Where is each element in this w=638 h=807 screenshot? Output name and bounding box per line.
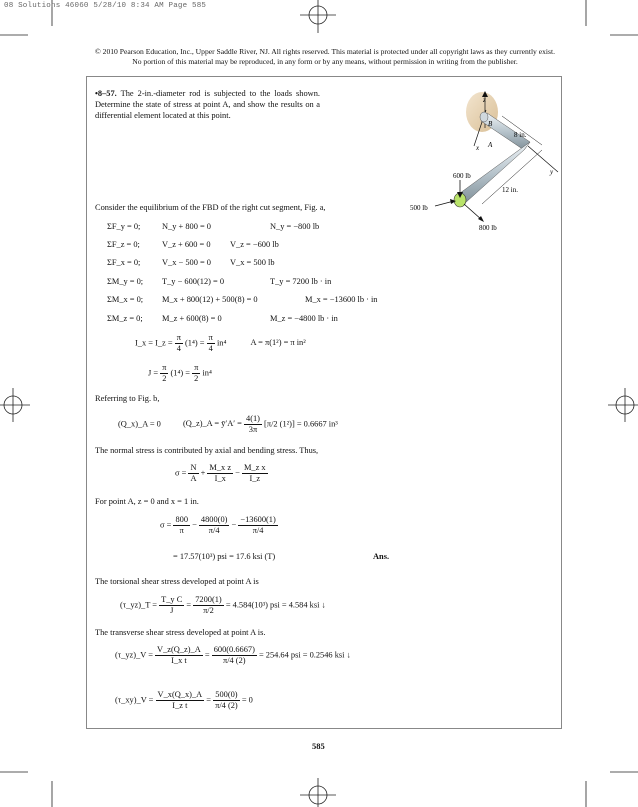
problem-statement: [95, 88, 320, 121]
load-800-arrow: [464, 204, 482, 220]
eq-result: M_z = −4800 lb · in: [270, 314, 338, 323]
area-equation: A = π(1²) = π in²: [250, 338, 306, 348]
eq-sum: ΣM_x = 0;: [107, 295, 144, 304]
sigma-substitution: σ = $\frac{800}{\pi}$ − $\frac{4800(0)}{\pi/4}$ − $\frac{-13600(1)}{\pi/4}$: [160, 515, 276, 535]
page-number: 585: [312, 741, 325, 751]
eq-sum: ΣF_y = 0;: [107, 222, 141, 231]
transverse-shear-xy: (τ_xy)_V = $\frac{V\_x(Q\_x)\_A}{\text{I\_z t}}$ = $\frac{500(0)}{\pi/4 (2)}$ = 0: [115, 690, 253, 710]
eq-expr: M_x + 800(12) + 500(8) = 0: [162, 295, 258, 304]
eq-result: T_y = 7200 lb · in: [270, 277, 332, 286]
inertia-equation: I_x = I_z = $\frac{\pi}{4}$ (1⁴) = $\frac{\pi}{4}$ in⁴ A = π(1²) = π in²: [135, 333, 306, 353]
refer-fig-b: Referring to Fig. b,: [95, 394, 160, 403]
transverse-shear-yz: (τ_yz)_V = $\frac{V\_z(Q\_z)\_A}{\text{I\_x t}}$ = $\frac{600(0.6667)}{\pi/4 (2)}$ = 254.64 psi = 0.2546 ksi ↓: [115, 645, 351, 665]
y-axis-line: [528, 146, 558, 172]
x-axis-label: x: [476, 144, 480, 152]
eq-expr: V_z + 600 = 0: [162, 240, 211, 249]
eq-result: N_y = −800 lb: [270, 222, 320, 231]
eq-sum: ΣF_z = 0;: [107, 240, 140, 249]
torsion-text: The torsional shear stress developed at point A is: [95, 577, 259, 586]
answer-label: Ans.: [373, 552, 390, 561]
sigma-formula: σ = $\frac{N}{A}$ + $\frac{\text{M\_x z}}{I\_x}$ − $\frac{\text{M\_z x}}{I\_z}$: [175, 463, 266, 483]
eq-expr: M_z + 600(8) = 0: [162, 314, 222, 323]
copyright-notice: © 2010 Pearson Education, Inc., Upper Saddle River, NJ. All rights reserved. This material is protected under all copyright laws as they currently exist. No portion of this material may be reproduced, in any form or by any means, without permission in writing from the publisher.: [95, 47, 555, 66]
eq-expr: V_x − 500 = 0: [162, 258, 211, 267]
transverse-text: The transverse shear stress developed at point A is.: [95, 628, 266, 637]
eq-sum: ΣM_y = 0;: [107, 277, 144, 286]
point-A-label: A: [488, 141, 493, 149]
z-axis-label: z: [483, 96, 486, 104]
eq-result: V_x = 500 lb: [230, 258, 275, 267]
load-800-label: 800 lb: [479, 224, 497, 232]
problem-number: •8–57.: [95, 89, 117, 98]
eq-sum: ΣM_z = 0;: [107, 314, 143, 323]
normal-stress-text: The normal stress is contributed by axial and bending stress. Thus,: [95, 446, 319, 455]
torsion-equation: (τ_yz)_T = $\frac{\text{T\_y C}}{J}$ = $\frac{7200(1)}{\pi/2}$ = 4.584(10³) psi = 4.584 ksi ↓: [120, 595, 326, 615]
polar-moment-equation: J = $\frac{\pi}{2}$ (1⁴) = $\frac{\pi}{2}$ in⁴: [148, 363, 212, 383]
point-a-text: For point A, z = 0 and x = 1 in.: [95, 497, 199, 506]
point-B-label: B: [488, 120, 493, 128]
eq-result: V_z = −600 lb: [230, 240, 279, 249]
eq-expr: N_y + 800 = 0: [162, 222, 211, 231]
load-600-label: 600 lb: [453, 172, 471, 180]
rod-figure: [410, 88, 560, 238]
eq-expr: T_y − 600(12) = 0: [162, 277, 225, 286]
load-500-label: 500 lb: [410, 204, 428, 212]
dim-12in-label: 12 in.: [502, 186, 518, 194]
dim-8in-label: 8 in.: [514, 131, 527, 139]
problem-text: The 2-in.-diameter rod is subjected to the loads shown. Determine the state of stress at point A, and show the results on a differential element located at this point.: [95, 89, 320, 120]
first-moment-equation: (Q_x)_A = 0 (Q_z)_A = ȳ′A′ = $\frac{4(1)}{3\pi}$ [π/2 (1²)] = 0.6667 in³: [118, 414, 338, 434]
print-header: 08 Solutions 46060 5/28/10 8:34 AM Page 585: [4, 2, 207, 10]
sigma-result: = 17.57(10³) psi = 17.6 ksi (T): [173, 552, 276, 561]
eq-result: M_x = −13600 lb · in: [305, 295, 378, 304]
eq-sum: ΣF_x = 0;: [107, 258, 141, 267]
equilibrium-intro: Consider the equilibrium of the FBD of the right cut segment, Fig. a,: [95, 203, 326, 212]
y-axis-label: y: [550, 168, 554, 176]
